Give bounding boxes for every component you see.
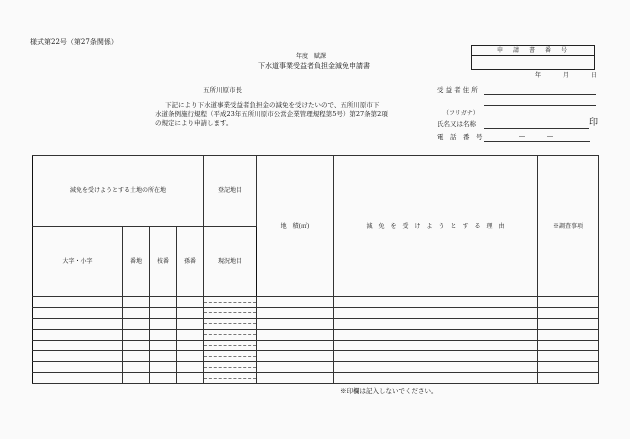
oaza-cell[interactable]: [33, 373, 123, 384]
phone-underline: [484, 141, 590, 142]
oaza-cell[interactable]: [33, 340, 123, 351]
reason-cell[interactable]: [334, 351, 538, 362]
edaban-cell[interactable]: [150, 340, 177, 351]
magoban-cell[interactable]: [177, 373, 204, 384]
land-type-cell[interactable]: [204, 297, 257, 308]
reason-cell[interactable]: [334, 318, 538, 329]
reason-cell[interactable]: [334, 373, 538, 384]
seal-mark: 印: [589, 118, 599, 128]
table-row: [33, 340, 599, 351]
banchi-cell[interactable]: [123, 340, 150, 351]
current-type-field[interactable]: [204, 313, 256, 317]
reason-cell[interactable]: [334, 362, 538, 373]
area-cell[interactable]: [257, 297, 334, 308]
inspection-cell[interactable]: [538, 373, 599, 384]
receipt-number-box: [471, 45, 595, 70]
applicant-name-label: 氏名又は名称: [437, 120, 476, 128]
date-year-label: 年: [535, 72, 542, 79]
furigana-label: （フリガナ）: [443, 110, 479, 117]
land-type-cell[interactable]: [204, 340, 257, 351]
footer-note: ※印欄は記入しないでください。: [340, 387, 438, 395]
banchi-cell[interactable]: [123, 297, 150, 308]
current-type-field[interactable]: [204, 324, 256, 328]
current-type-header: 現況地目: [204, 226, 257, 297]
address-underline-1: [484, 94, 596, 95]
inspection-cell[interactable]: [538, 340, 599, 351]
oaza-cell[interactable]: [33, 307, 123, 318]
land-type-split: [204, 330, 256, 340]
inspection-header: ※調査事項: [538, 156, 599, 297]
land-location-header: 減免を受けようとする土地の所在地: [33, 156, 204, 227]
land-type-split: [204, 319, 256, 329]
land-type-cell[interactable]: [204, 351, 257, 362]
land-type-cell[interactable]: [204, 362, 257, 373]
address-underline-2: [484, 105, 596, 106]
table-row: [33, 362, 599, 373]
body-line-2: 水道条例施行規程（平成23年五所川原市公営企業管理規程第5号）第27条第2項: [155, 110, 388, 118]
edaban-cell[interactable]: [150, 297, 177, 308]
land-type-split: [204, 297, 256, 307]
oaza-cell[interactable]: [33, 297, 123, 308]
phone-dash-1: ―: [519, 133, 525, 140]
magoban-cell[interactable]: [177, 297, 204, 308]
body-line-3: の規定により申請します。: [155, 119, 233, 127]
land-type-split: [204, 373, 256, 383]
table-row: [33, 307, 599, 318]
edaban-cell[interactable]: [150, 351, 177, 362]
applicant-address-label: 受 益 者 住 所: [437, 86, 478, 94]
edaban-cell[interactable]: [150, 329, 177, 340]
edaban-cell[interactable]: [150, 318, 177, 329]
table-row: [33, 351, 599, 362]
current-type-field[interactable]: [204, 379, 256, 383]
inspection-cell[interactable]: [538, 297, 599, 308]
area-cell[interactable]: [257, 362, 334, 373]
current-type-field[interactable]: [204, 346, 256, 350]
reason-header: 減 免 を 受 け よ う と す る 理 由: [334, 156, 538, 297]
col-magoban: 孫番: [177, 226, 204, 297]
area-cell[interactable]: [257, 340, 334, 351]
land-type-split: [204, 308, 256, 318]
date-month-label: 月: [563, 72, 570, 79]
oaza-cell[interactable]: [33, 329, 123, 340]
banchi-cell[interactable]: [123, 318, 150, 329]
date-day-label: 日: [591, 72, 598, 79]
magoban-cell[interactable]: [177, 329, 204, 340]
table-row: [33, 373, 599, 384]
fiscal-year-label: 年度 賦課: [296, 53, 327, 60]
land-type-cell[interactable]: [204, 318, 257, 329]
banchi-cell[interactable]: [123, 373, 150, 384]
form-number: 様式第22号（第27条関係）: [30, 38, 118, 46]
banchi-cell[interactable]: [123, 362, 150, 373]
land-type-cell[interactable]: [204, 329, 257, 340]
land-table: [32, 155, 599, 384]
area-cell[interactable]: [257, 329, 334, 340]
banchi-cell[interactable]: [123, 351, 150, 362]
edaban-cell[interactable]: [150, 362, 177, 373]
inspection-cell[interactable]: [538, 329, 599, 340]
land-type-split: [204, 362, 256, 372]
oaza-cell[interactable]: [33, 351, 123, 362]
table-row: [33, 318, 599, 329]
inspection-cell[interactable]: [538, 351, 599, 362]
area-cell[interactable]: [257, 307, 334, 318]
area-cell[interactable]: [257, 351, 334, 362]
banchi-cell[interactable]: [123, 329, 150, 340]
reason-cell[interactable]: [334, 329, 538, 340]
land-type-split: [204, 341, 256, 351]
magoban-cell[interactable]: [177, 318, 204, 329]
form-title: 下水道事業受益者負担金減免申請書: [258, 62, 370, 70]
inspection-cell[interactable]: [538, 362, 599, 373]
current-type-field[interactable]: [204, 368, 256, 372]
current-type-field[interactable]: [204, 303, 256, 307]
registered-type-header: 登記地目: [204, 156, 257, 227]
col-banchi: 番地: [123, 226, 150, 297]
magoban-cell[interactable]: [177, 307, 204, 318]
reason-cell[interactable]: [334, 340, 538, 351]
col-edaban: 枝番: [150, 226, 177, 297]
area-cell[interactable]: [257, 373, 334, 384]
receipt-number-label: 申 請 書 番 号: [472, 46, 594, 56]
reason-cell[interactable]: [334, 297, 538, 308]
area-cell[interactable]: [257, 318, 334, 329]
col-oaza: 大字・小字: [33, 226, 123, 297]
table-row: [33, 297, 599, 308]
phone-dash-2: ―: [547, 133, 553, 140]
inspection-cell[interactable]: [538, 307, 599, 318]
oaza-cell[interactable]: [33, 318, 123, 329]
land-type-split: [204, 351, 256, 361]
edaban-cell[interactable]: [150, 373, 177, 384]
inspection-cell[interactable]: [538, 318, 599, 329]
oaza-cell[interactable]: [33, 362, 123, 373]
banchi-cell[interactable]: [123, 307, 150, 318]
addressee: 五所川原市長: [203, 86, 242, 94]
name-underline: [484, 128, 589, 129]
reason-cell[interactable]: [334, 307, 538, 318]
current-type-field[interactable]: [204, 357, 256, 361]
magoban-cell[interactable]: [177, 351, 204, 362]
current-type-field[interactable]: [204, 335, 256, 339]
land-type-cell[interactable]: [204, 307, 257, 318]
land-type-cell[interactable]: [204, 373, 257, 384]
edaban-cell[interactable]: [150, 307, 177, 318]
body-line-1: 下記により下水道事業受益者負担金の減免を受けたいので、五所川原市下: [165, 101, 380, 109]
table-row: [33, 329, 599, 340]
magoban-cell[interactable]: [177, 362, 204, 373]
area-header: 地 積(㎡): [257, 156, 334, 297]
phone-label: 電 話 番 号: [437, 133, 483, 141]
magoban-cell[interactable]: [177, 340, 204, 351]
